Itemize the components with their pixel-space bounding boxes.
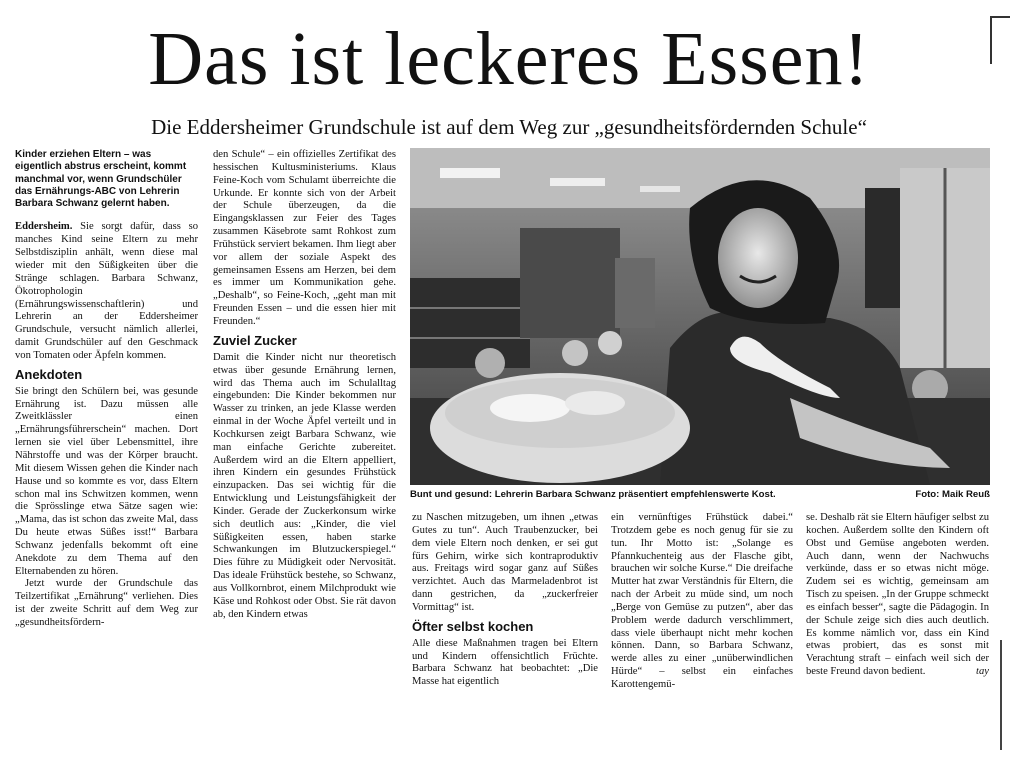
body-paragraph: Sie bringt den Schülern bei, was gesunde Ernährung ist. Dazu müssen alle Zweitklässler einen „Ernährungsführerschein“ machen. Dort lernen sie viel über Lebensmittel, ihre Nährstoffe und was der Körper braucht. Mit diesem Wissen gehen die Kinder nach Hause und so kommte es vor, dass Eltern schon mal ins Schwitzen kommen, wenn die Sprösslinge etwa Sätze sagen wie: „Mama, das ist schon das zweite Mal, dass Du heute etwas Süßes isst!“ Barbara Schwanz jedenfalls bekommt oft eine Anekdote zu dem Thema auf den Elternabenden zu hören. [15,385,198,577]
photo-credit: Foto: Maik Reuß [915,489,990,500]
body-paragraph: Alle diese Maßnahmen tragen bei Eltern und Kindern offensichtlich Früchte. Barbara Schwanz hat beobachtet: „Die Masse hat eigentlich [412,637,598,688]
scan-edge [1000,640,1002,750]
body-text: se. Deshalb rät sie Eltern häufiger selbst zu kochen. Außerdem sollte den Kindern oft Obst und Gemüse angeboten werden. Auch dann, wenn der Nachwuchs verkünde, dass er so etwas nicht möge. Zudem sei es wichtig, gemeinsam am Tisch zu speisen. „In der Gruppe schmeckt es einfach besser“, sagte die Pädagogin. In der Schule zeige sich dies auch deutlich. Es komme nämlich vor, dass ein Kind etwas probiert, das es sonst mit Verachtung straft – einfach weil sich der beste Freund davon bedient. [806,512,989,678]
body-paragraph [15,221,198,362]
body-paragraph: Damit die Kinder nicht nur theoretisch etwas über gesunde Ernährung lernen, wird das Thema auch im Schulalltag eingebunden: Die Kinder bekommen nur Wasser zu trinken, an jede Klasse werden einmal in der Woche Äpfel verteilt und in Kochkursen zeigt Barbara Schwanz, wie man einfache Gerichte zubereitet. Außerdem wird an die Eltern appelliert, ihren Kindern ein gesundes Frühstück einzupacken. Das sei wichtig für die Entwicklung und Leistungsfähigkeit der Kinder. Gerade der Zuckerkonsum wirke sich deutlich aus: „Kinder, die viel Süßigkeiten essen, haben starke Schwankungen im Blutzuckerspiegel.“ Dies führe zu Müdigkeit oder Nervosität. Das ideale Frühstück bestehe, so Schwanz, aus Vollkornbrot, einem Milchprodukt wie Käse und Rohkost oder Obst. Sie rät davon ab, den Kindern etwas [213,351,397,620]
photo-caption [410,489,990,500]
caption-text: Bunt und gesund: Lehrerin Barbara Schwanz präsentiert empfehlenswerte Kost. [410,489,776,500]
dateline: Eddersheim. [15,221,73,233]
body-paragraph: zu Naschen mitzugeben, um ihnen „etwas Gutes zu tun“. Auch Traubenzucker, bei dem viele Eltern noch denken, er sei gut fürs Gehirn, wirke sich kontraproduktiv aus. Freitags wird sogar ganz auf Süßes verzichtet. Auch das Marmeladenbrot ist dann gestrichen, da „zuckerfreier Vormittag“ ist. [412,512,598,613]
article-column-2 [213,149,396,622]
article-column-5 [806,512,989,679]
lead-paragraph: Kinder erziehen Eltern – was eigentlich abstrus erscheint, kommt manchmal vor, wenn Grundschüler das Ernährungs-ABC von Lehrerin Barbara Schwanz gelernt haben. [15,149,187,210]
body-paragraph: ein vernünftiges Frühstück dabei.“ Trotzdem gebe es noch genug für sie zu tun. Ihr Motto ist: „Solange es Pfannkuchenteig aus der Flasche gibt, brauchen wir solche Kurse.“ Die dreifache Mutter hat zwar Verständnis für Eltern, die nach der Arbeit zu müde sind, um noch „Berge von Gemüse zu putzen“, aber das Problem werde dadurch verschlimmert, dass viele überhaupt nicht mehr kochen können. Dann, so Barbara Schwanz, werde alles zu einer „unüberwindlichen Hürde“ – selbst ein einfaches Karottengemü- [611,512,793,690]
article-column-1 [15,149,198,630]
body-paragraph [806,512,989,679]
photo-illustration [410,148,990,485]
section-heading: Öfter selbst kochen [412,618,534,634]
headline: Das ist leckeres Essen! [148,17,870,101]
section-heading: Anekdoten [15,366,83,382]
article-photo [410,148,990,485]
body-paragraph: Jetzt wurde der Grundschule das Teilzertifikat „Ernährung“ verliehen. Dies ist der zweite Schritt auf dem Weg zur „gesundheitsfördern- [15,578,198,628]
body-paragraph: den Schule“ – ein offizielles Zertifikat des hessischen Kultusministeriums. Klaus Feine-Koch vom Schulamt überreichte die Urkunde. Er konnte sich von der Arbeit der Schule überzeugen, da die Eingangsklassen zur Feier des Tages zusammen Käsebrote samt Rohkost zum Frühstück serviert bekamen. Ihm liegt aber vor allem der soziale Aspekt des gemeinsamen Essens am Herzen, bei dem es immer um Kommunikation gehe. „Deshalb“, so Feine-Koch, „geht man mit Freunden Essen – und die essen hier mit Freunden.“ [213,149,396,327]
article-column-4 [611,512,793,692]
subheadline: Die Eddersheimer Grundschule ist auf dem Weg zur „gesundheitsfördernden Schule“ [151,115,867,139]
article-column-3 [412,512,598,689]
author-initials: tay [976,666,989,678]
section-heading: Zuviel Zucker [213,332,297,348]
body-text: Sie sorgt dafür, dass so manches Kind seine Eltern zu mehr Selbstdisziplin anhält, wenn diese mal wieder mit den Süßigkeiten über die Stränge schlagen. Barbara Schwanz, Ökotrophologin (Ernährungswissenschaftlerin) und Lehrerin an der Eddersheimer Grundschule, versucht nämlich allerlei, damit Grundschüler auf den Geschmack von Tomaten oder Äpfeln kommen. [15,221,198,361]
